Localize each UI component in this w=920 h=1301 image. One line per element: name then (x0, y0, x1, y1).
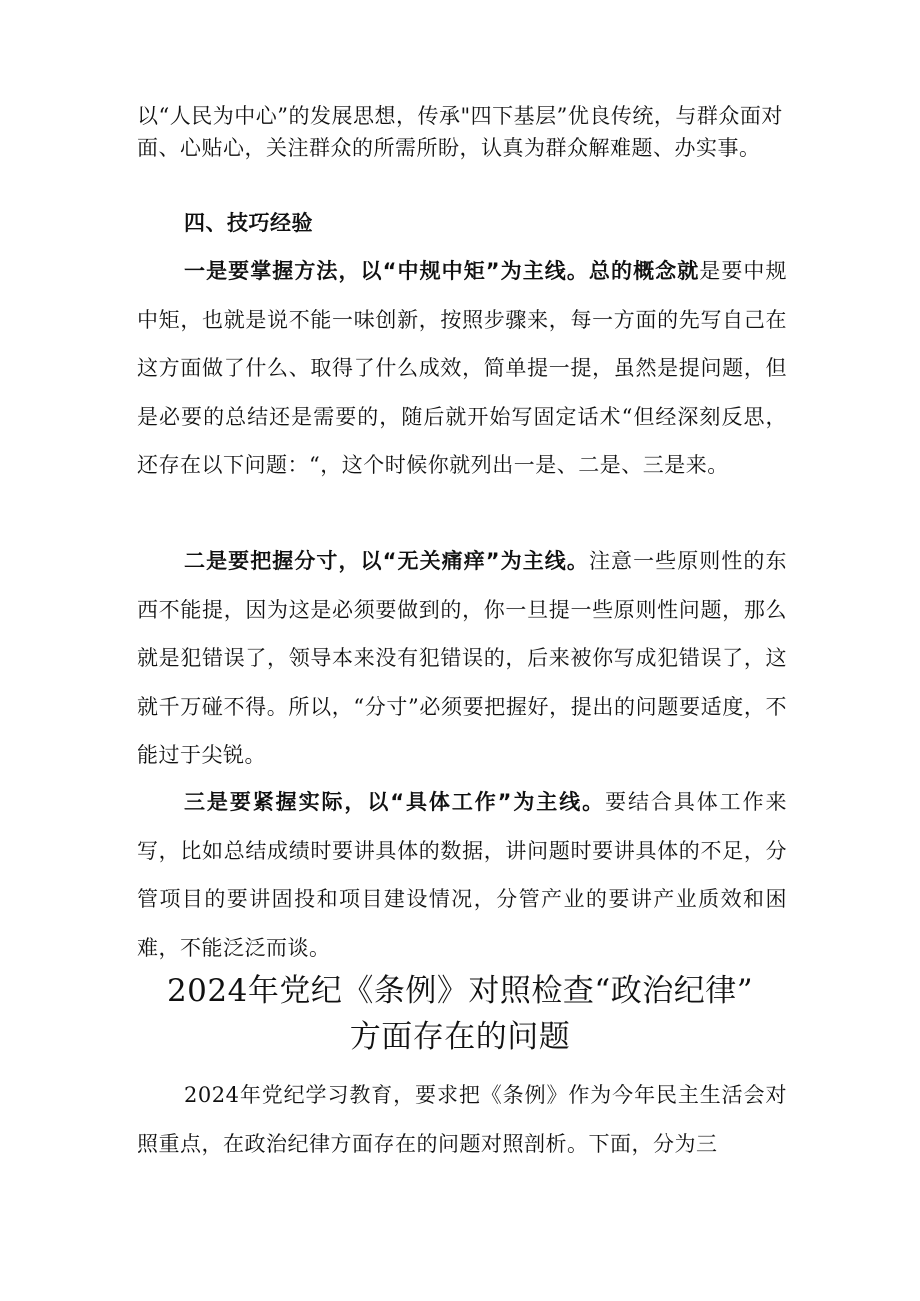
document-title-line2: 方面存在的问题 (349, 1019, 571, 1055)
point-one-lead: 一是要掌握方法，以“中规中矩”为主线。总的概念就 (184, 259, 700, 283)
point-three-paragraph (137, 778, 787, 972)
intro-paragraph: 2024年党纪学习教育，要求把《条例》作为今年民主生活会对照重点，在政治纪律方面存在的问题对照剖析。下面，分为三 (137, 1083, 787, 1156)
point-one-text: 是要中规中矩，也就是说不能一味创新，按照步骤来，每一方面的先写自己在这方面做了什么、取得了什么成效，简单提一提，虽然是提问题，但是必要的总结还是需要的，随后就开始写固定话术“但经深刻反思，还存在以下问题：“，这个时候你就列出一是、二是、三是来。 (137, 259, 788, 477)
document-title-line1: 2024年党纪《条例》对照检查“政治纪律” (166, 973, 754, 1009)
point-one-paragraph (137, 247, 787, 490)
point-three-lead: 三是要紧握实际，以“具体工作”为主线。 (184, 790, 606, 814)
document-title (120, 968, 800, 1060)
section-heading: 四、技巧经验 (184, 211, 313, 235)
point-two-lead: 二是要把握分寸，以“无关痛痒”为主线。 (184, 549, 589, 573)
paragraph-continued: 以“人民为中心”的发展思想，传承"四下基层”优良传统，与群众面对面、心贴心，关注群众的所需所盼，认真为群众解难题、办实事。 (137, 104, 783, 160)
point-three-text: 要结合具体工作来写，比如总结成绩时要讲具体的数据，讲问题时要讲具体的不足，分管项目的要讲固投和项目建设情况，分管产业的要讲产业质效和困难，不能泛泛而谈。 (137, 790, 787, 960)
point-two-paragraph (137, 537, 787, 780)
point-two-text: 注意一些原则性的东西不能提，因为这是必须要做到的，你一旦提一些原则性问题，那么就是犯错误了，领导本来没有犯错误的，后来被你写成犯错误了，这就千万碰不得。所以，“分寸”必须要把握好，提出的问题要适度，不能过于尖锐。 (137, 549, 787, 767)
